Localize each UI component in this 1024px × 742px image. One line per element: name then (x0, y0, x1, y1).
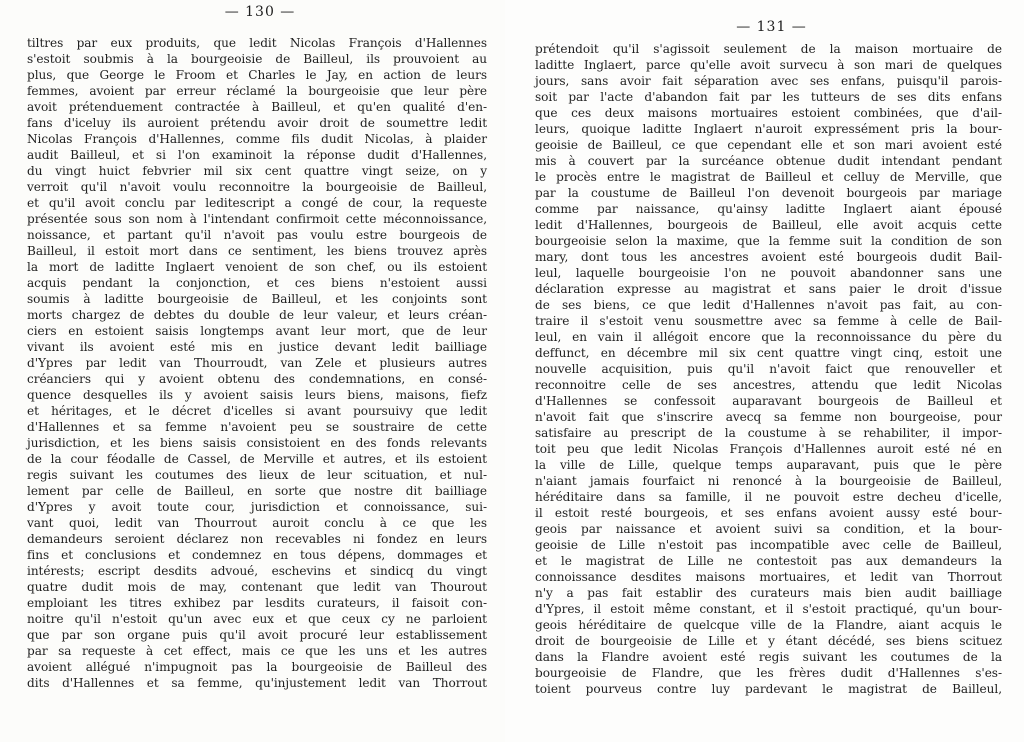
text-line: d'Hallennes se confessoit auparavant bourgeois de Bailleul et (535, 394, 1002, 408)
text-line: leul, laquelle bourgeoisie l'on ne pouvoit abandonner sans une (535, 266, 1002, 280)
text-line: noissance, et partant qu'il n'avoit pas voulu estre bourgeois de (27, 228, 487, 242)
text-line: d'Hallennes et sa femme n'avoient peu se soustraire de cette (27, 420, 487, 434)
text-line: nouvelle acquisition, puis qu'il n'avoit faict que renouveller et (535, 362, 1002, 376)
text-line: présentée sous son nom à l'intendant confirmoit cette méconnoissance, (27, 212, 487, 226)
text-line: vivant ils avoient esté mis en justice devant ledit bailliage (27, 340, 487, 354)
left-page-text (27, 35, 487, 691)
text-line: et héritages, et le décret d'icelles si avant poursuivy que ledit (27, 404, 487, 418)
text-line: satisfaire au prescript de la coustume à se rehabiliter, il impor- (535, 426, 1002, 440)
text-line: emploiant les titres exhibez par lesdits curateurs, il faisoit con- (27, 596, 487, 610)
text-line: soumis à laditte bourgeoisie de Bailleul, et les conjoints sont (27, 292, 487, 306)
text-line: fins et conclusions et condemnez en tous dépens, dommages et (27, 548, 487, 562)
text-line: Bailleul, il estoit mort dans ce sentiment, les biens trouvez après (27, 244, 487, 258)
text-line: regis suivant les coutumes des lieux de leur scituation, et nul- (27, 468, 487, 482)
text-line: intérests; escript desdits advoué, eschevins et sindicq du vingt (27, 564, 487, 578)
text-line: créanciers qui y avoient obtenu des condemnations, en consé- (27, 372, 487, 386)
text-line: mary, dont tous les ancestres avoient esté bourgeois dudit Bail- (535, 250, 1002, 264)
text-line: d'Ypres, il estoit même constant, et il s'estoit practiqué, qu'un bour- (535, 602, 1002, 616)
text-line: laditte Inglaert, parce qu'elle avoit survecu à son mari de quelques (535, 58, 1002, 72)
text-line: fans d'iceluy ils auroient prétendu avoir droit de soumettre ledit (27, 116, 487, 130)
text-line: leul, en vain il allégoit encore que la reconnoissance du père du (535, 330, 1002, 344)
text-line: de ses biens, ce que ledit d'Hallennes n'avoit pas fait, au con- (535, 298, 1002, 312)
text-line: audit Bailleul, et si l'on examinoit la réponse dudit d'Hallennes, (27, 148, 487, 162)
text-line: avoient allégué n'impugnoit pas la bourgeoisie de Bailleul des (27, 660, 487, 674)
text-line: d'Ypres y avoit toute cour, jurisdiction et connoissance, sui- (27, 500, 487, 514)
page-number-left: — 130 — (224, 4, 296, 20)
text-line: s'estoit soubmis à la bourgeoisie de Bailleul, ils prouvoient au (27, 52, 487, 66)
text-line: mis à couvert par la surcéance obtenue dudit intendant pendant (535, 154, 1002, 168)
text-line: morts chargez de debtes du double de leur valeur, et leurs créan- (27, 308, 487, 322)
text-line: héréditaire dans sa famille, il ne pouvoit estre decheu d'icelle, (535, 490, 1002, 504)
text-line: connoissance desdites maisons mortuaires, et ledit van Thorrout (535, 570, 1002, 584)
text-line: dans la Flandre avoient esté regis suivant les coutumes de la (535, 650, 1002, 664)
text-line: geoisie de Lille n'estoit pas incompatible avec celle de Bailleul, (535, 538, 1002, 552)
text-line: n'aiant jamais fourfaict ni renoncé à la bourgeoisie de Bailleul, (535, 474, 1002, 488)
text-line: tiltres par eux produits, que ledit Nicolas François d'Hallennes (27, 36, 487, 50)
text-line: verroit qu'il n'avoit voulu reconnoitre la bourgeoisie de Bailleul, (27, 180, 487, 194)
text-line: toient pourveus contre luy pardevant le magistrat de Bailleul, (535, 682, 1002, 696)
text-line: que par son organe puis qu'il avoit procuré leur establissement (27, 628, 487, 642)
text-line: par sa requeste à cet effect, mais ce que les uns et les autres (27, 644, 487, 658)
text-line: femmes, avoient par erreur réclamé la bourgeoisie que leur père (27, 84, 487, 98)
text-line: quatre dudit mois de may, contenant que ledit van Thourout (27, 580, 487, 594)
text-line: la mort de laditte Inglaert venoient de son chef, ou ils estoient (27, 260, 487, 274)
text-line: jours, sans avoir fait séparation avec ses enfans, puisqu'il parois- (535, 74, 1002, 88)
text-line: du vingt huict febvrier mil six cent quattre vingt seize, on y (27, 164, 487, 178)
page-number-right: — 131 — (736, 19, 807, 35)
left-page (0, 0, 505, 742)
text-line: d'Ypres par ledit van Thourroudt, van Zele et plusieurs autres (27, 356, 487, 370)
text-line: geois par naissance et avoient suivi sa condition, et la bour- (535, 522, 1002, 536)
text-line: deffunct, en décembre mil six cent quattre vingt cinq, estoit une (535, 346, 1002, 360)
text-line: lement par celle de Bailleul, en sorte que nostre dit bailliage (27, 484, 487, 498)
text-line: noitre qu'il n'estoit qu'un avec eux et que ceux cy ne parloient (27, 612, 487, 626)
right-page (505, 0, 1024, 742)
text-line: demandeurs seroient déclarez non recevables ni fondez en leurs (27, 532, 487, 546)
text-line: jurisdiction, et les biens saisis consistoient en des fonds relevants (27, 436, 487, 450)
right-page-text (535, 41, 1002, 697)
text-line: il estoit resté bourgeois, et ses enfans avoient aussy esté bour- (535, 506, 1002, 520)
text-line: bourgeoisie selon la maxime, que la femme suit la condition de son (535, 234, 1002, 248)
text-line: et le magistrat de Lille ne contestoit pas aux demandeurs la (535, 554, 1002, 568)
text-line: toit peu que ledit Nicolas François d'Hallennes auroit esté né en (535, 442, 1002, 456)
text-line: de la cour féodalle de Cassel, de Merville et autres, et ils estoient (27, 452, 487, 466)
text-line: dits d'Hallennes et sa femme, qu'injustement ledit van Thorrout (27, 676, 487, 690)
text-line: n'y a pas fait establir des curateurs mais bien audit bailliage (535, 586, 1002, 600)
text-line: geois héréditaire de quelcque ville de la Flandre, aiant acquis le (535, 618, 1002, 632)
text-line: par la coustume de Bailleul l'on devenoit bourgeois par mariage (535, 186, 1002, 200)
text-line: prétendoit qu'il s'agissoit seulement de la maison mortuaire de (535, 42, 1002, 56)
text-line: comme par naissance, qu'ainsy laditte Inglaert aiant épousé (535, 202, 1002, 216)
text-line: traire il s'estoit venu sousmettre avec sa femme à celle de Bail- (535, 314, 1002, 328)
text-line: leurs, quoique laditte Inglaert n'auroit expressément pris la bour- (535, 122, 1002, 136)
text-line: la ville de Lille, quelque temps auparavant, puis que le père (535, 458, 1002, 472)
text-line: Nicolas François d'Hallennes, comme fils dudit Nicolas, à plaider (27, 132, 487, 146)
text-line: vant quoi, ledit van Thourrout auroit conclu à ce que les (27, 516, 487, 530)
text-line: geoisie de Bailleul, ce que cependant elle et son mari avoient esté (535, 138, 1002, 152)
text-line: plus, que George le Froom et Charles le Jay, en action de leurs (27, 68, 487, 82)
text-line: ledit d'Hallennes, bourgeois de Bailleul, elle avoit acquis cette (535, 218, 1002, 232)
text-line: bourgeoisie de Flandre, que les frères dudit d'Hallennes s'es- (535, 666, 1002, 680)
text-line: et qu'il avoit conclu par leditescript a congé de cour, la requeste (27, 196, 487, 210)
text-line: reconnoitre celle de ses ancestres, attendu que ledit Nicolas (535, 378, 1002, 392)
text-line: acquis pendant la conjonction, et ces biens n'estoient aussi (27, 276, 487, 290)
text-line: n'avoit fait que s'inscrire avecq sa femme non bourgeoise, pour (535, 410, 1002, 424)
text-line: ciers en estoient saisis longtemps avant leur mort, que de leur (27, 324, 487, 338)
text-line: soit par l'acte d'abandon fait par les tutteurs de ses dits enfans (535, 90, 1002, 104)
text-line: avoit prétenduement contractée à Bailleul, et qu'en qualité d'en- (27, 100, 487, 114)
text-line: que ces deux maisons mortuaires estoient combinées, que d'ail- (535, 106, 1002, 120)
text-line: le procès entre le magistrat de Bailleul et celluy de Merville, que (535, 170, 1002, 184)
text-line: quence desquelles ils y avoient saisis leurs biens, maisons, fiefz (27, 388, 487, 402)
text-line: déclaration expresse au magistrat et sans paier le droit d'issue (535, 282, 1002, 296)
text-line: droit de bourgeoisie de Lille et y étant décédé, ses biens scituez (535, 634, 1002, 648)
